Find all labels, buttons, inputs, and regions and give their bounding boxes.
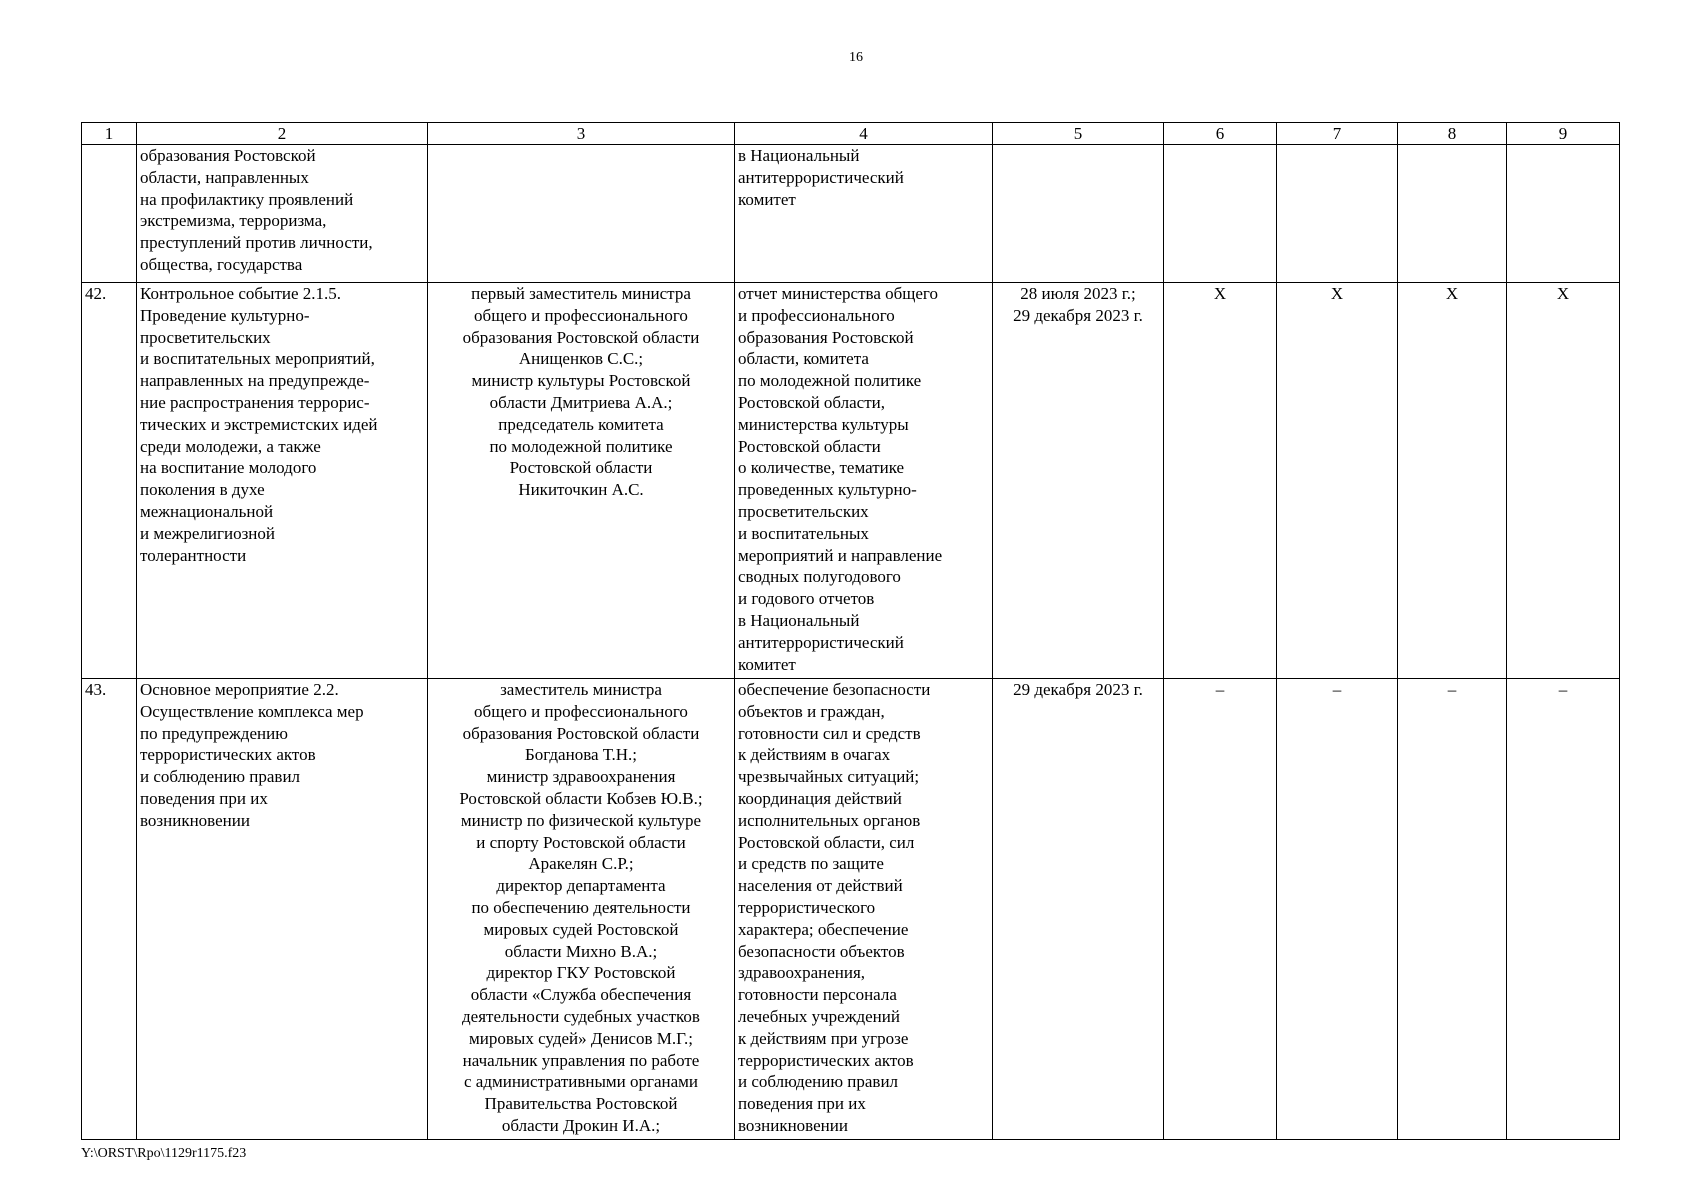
text-line: Богданова Т.Н.; <box>525 745 637 765</box>
text-line: готовности персонала <box>738 985 897 1005</box>
text-line: к действиям в очагах <box>738 745 891 765</box>
text-line: по молодежной политике <box>489 436 673 456</box>
header-cell: 9 <box>1507 123 1620 145</box>
text-line: образования Ростовской <box>140 146 316 165</box>
text-line: террористических актов <box>738 1050 914 1070</box>
text-line: Основное мероприятие 2.2. <box>140 680 339 699</box>
text-line: и профессионального <box>738 305 895 325</box>
col6-cell: Х <box>1164 283 1277 679</box>
text-line: здравоохранения, <box>738 963 866 983</box>
text-line: безопасности объектов <box>738 941 905 961</box>
text-line: с административными органами <box>463 1072 699 1092</box>
text-line: Никиточкин А.С. <box>518 480 644 500</box>
text-line: Ростовской области, <box>738 392 885 412</box>
col6-cell: – <box>1164 679 1277 1140</box>
col6-cell <box>1164 145 1277 283</box>
text-line: и спорту Ростовской области <box>476 832 686 852</box>
text-line: в Национальный <box>738 610 860 630</box>
text-line: Осуществление комплекса мер <box>140 701 364 721</box>
responsible-cell <box>428 679 735 1140</box>
text-line: 28 июля 2023 г.; <box>1020 284 1136 303</box>
text-line: ние распространения террорис- <box>140 392 370 412</box>
table-row <box>82 145 1620 283</box>
row-number-cell: 42. <box>82 283 137 679</box>
text-line: общего и профессионального <box>474 305 688 325</box>
col8-cell: Х <box>1398 283 1507 679</box>
date-cell <box>993 283 1164 679</box>
result-cell <box>735 283 993 679</box>
col9-cell: Х <box>1507 283 1620 679</box>
col8-cell: – <box>1398 679 1507 1140</box>
text-line: области Дмитриева А.А.; <box>489 392 673 412</box>
row-number-cell <box>82 145 137 283</box>
text-line: мероприятий и направление <box>738 545 943 565</box>
text-line: возникновении <box>140 810 250 830</box>
col8-cell <box>1398 145 1507 283</box>
text-line: к действиям при угрозе <box>738 1028 909 1048</box>
text-line: антитеррористический <box>738 632 904 652</box>
text-line: по молодежной политике <box>738 371 922 391</box>
text-line: области «Служба обеспечения <box>470 985 692 1005</box>
text-line: заместитель министра <box>500 680 662 699</box>
event-name-cell <box>137 145 428 283</box>
text-line: мировых судей» Денисов М.Г.; <box>469 1028 693 1048</box>
text-line: и средств по защите <box>738 854 884 874</box>
plan-table <box>81 122 1620 1140</box>
text-line: мировых судей Ростовской <box>483 919 679 939</box>
text-line: Ростовской области, сил <box>738 832 915 852</box>
text-line: Проведение культурно- <box>140 305 310 325</box>
date-cell <box>993 145 1164 283</box>
text-line: характера; обеспечение <box>738 919 909 939</box>
text-line: и воспитательных мероприятий, <box>140 349 375 369</box>
text-line: Ростовской области <box>738 436 881 456</box>
text-line: министерства культуры <box>738 414 909 434</box>
result-cell <box>735 145 993 283</box>
text-line: координация действий <box>738 788 902 808</box>
text-line: сводных полугодового <box>738 567 901 587</box>
event-name-cell <box>137 679 428 1140</box>
text-line: и соблюдению правил <box>738 1072 899 1092</box>
text-line: поведения при их <box>738 1094 866 1114</box>
text-line: среди молодежи, а также <box>140 436 321 456</box>
text-line: на профилактику проявлений <box>140 189 354 209</box>
text-line: образования Ростовской области <box>462 327 700 347</box>
text-line: готовности сил и средств <box>738 723 921 743</box>
text-line: лечебных учреждений <box>738 1006 900 1026</box>
text-line: и годового отчетов <box>738 589 875 609</box>
text-line: области Михно В.А.; <box>504 941 658 961</box>
text-line: обеспечение безопасности <box>738 680 931 699</box>
text-line: о количестве, тематике <box>738 458 905 478</box>
text-line: деятельности судебных участков <box>462 1006 700 1026</box>
text-line: направленных на предупрежде- <box>140 371 370 391</box>
text-line: возникновении <box>738 1115 848 1135</box>
table-row <box>82 679 1620 1140</box>
text-line: общества, государства <box>140 254 303 274</box>
text-line: чрезвычайных ситуаций; <box>738 767 920 787</box>
text-line: директор департамента <box>496 876 666 896</box>
page-number: 16 <box>849 50 863 65</box>
header-cell: 1 <box>82 123 137 145</box>
text-line: просветительских <box>140 327 271 347</box>
text-line: Ростовской области Кобзев Ю.В.; <box>459 788 703 808</box>
text-line: Анищенков С.С.; <box>518 349 644 369</box>
text-line: Ростовской области <box>509 458 653 478</box>
text-line: 29 декабря 2023 г. <box>1013 680 1143 699</box>
text-line: председатель комитета <box>498 414 664 434</box>
text-line: в Национальный <box>738 146 860 165</box>
text-line: по предупреждению <box>140 723 288 743</box>
text-line: начальник управления по работе <box>462 1050 700 1070</box>
text-line: по обеспечению деятельности <box>471 897 691 917</box>
col7-cell <box>1277 145 1398 283</box>
text-line: поведения при их <box>140 788 268 808</box>
header-cell: 3 <box>428 123 735 145</box>
text-line: общего и профессионального <box>474 701 688 721</box>
col9-cell <box>1507 145 1620 283</box>
text-line: межнациональной <box>140 501 274 521</box>
text-line: на воспитание молодого <box>140 458 317 478</box>
column-number-header <box>82 123 1620 145</box>
col9-cell: – <box>1507 679 1620 1140</box>
col7-cell: – <box>1277 679 1398 1140</box>
event-name-cell <box>137 283 428 679</box>
text-line: исполнительных органов <box>738 810 921 830</box>
text-line: объектов и граждан, <box>738 701 885 721</box>
text-line: толерантности <box>140 545 247 565</box>
text-line: министр здравоохранения <box>486 767 676 787</box>
header-cell: 6 <box>1164 123 1277 145</box>
text-line: министр по физической культуре <box>460 810 702 830</box>
text-line: области Дрокин И.А.; <box>501 1115 661 1135</box>
text-line: комитет <box>738 189 796 209</box>
text-line: Контрольное событие 2.1.5. <box>140 284 342 303</box>
text-line: области, комитета <box>738 349 869 369</box>
text-line: Правительства Ростовской <box>484 1094 678 1114</box>
header-cell: 4 <box>735 123 993 145</box>
text-line: поколения в духе <box>140 480 265 500</box>
text-line: комитет <box>738 654 796 674</box>
text-line: террористических актов <box>140 745 316 765</box>
header-cell: 7 <box>1277 123 1398 145</box>
text-line: тических и экстремистских идей <box>140 414 378 434</box>
footer-file-path: Y:\ORST\Rpo\1129r1175.f23 <box>81 1146 247 1161</box>
header-cell: 2 <box>137 123 428 145</box>
row-number-cell: 43. <box>82 679 137 1140</box>
col7-cell: Х <box>1277 283 1398 679</box>
text-line: первый заместитель министра <box>471 284 691 303</box>
text-line: террористического <box>738 897 876 917</box>
header-cell: 5 <box>993 123 1164 145</box>
responsible-cell <box>428 283 735 679</box>
text-line: антитеррористический <box>738 167 904 187</box>
result-cell <box>735 679 993 1140</box>
text-line: преступлений против личности, <box>140 233 373 253</box>
text-line: отчет министерства общего <box>738 284 938 303</box>
text-line: проведенных культурно- <box>738 480 917 500</box>
text-line: просветительских <box>738 501 869 521</box>
responsible-cell <box>428 145 735 283</box>
header-cell: 8 <box>1398 123 1507 145</box>
text-line: области, направленных <box>140 167 309 187</box>
date-cell <box>993 679 1164 1140</box>
text-line: министр культуры Ростовской <box>471 371 691 391</box>
text-line: и соблюдению правил <box>140 767 301 787</box>
table-row <box>82 283 1620 679</box>
text-line: директор ГКУ Ростовской <box>486 963 676 983</box>
text-line: и межрелигиозной <box>140 523 276 543</box>
text-line: населения от действий <box>738 876 903 896</box>
text-line: 29 декабря 2023 г. <box>1013 305 1143 325</box>
text-line: образования Ростовской <box>738 327 914 347</box>
text-line: Аракелян С.Р.; <box>528 854 634 874</box>
text-line: экстремизма, терроризма, <box>140 211 327 231</box>
text-line: образования Ростовской области <box>462 723 700 743</box>
text-line: и воспитательных <box>738 523 869 543</box>
